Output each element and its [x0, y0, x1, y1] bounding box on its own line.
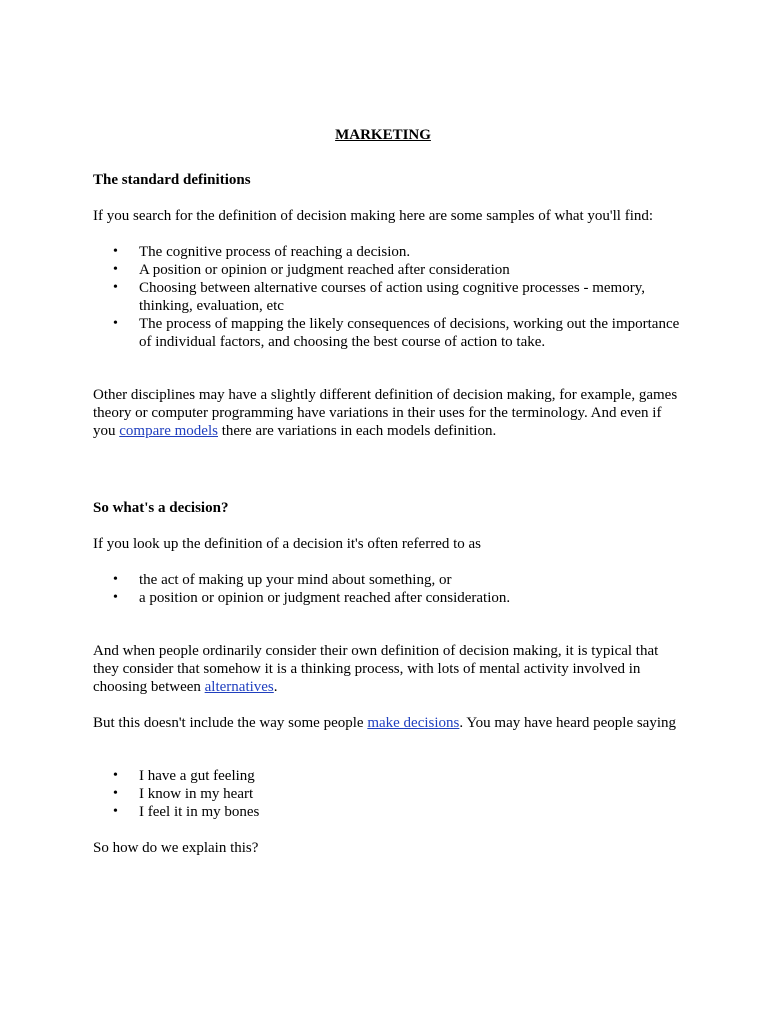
closing-question: So how do we explain this? — [93, 840, 259, 856]
list-item: • Choosing between alternative courses of action using cognitive processes - memory, thinking, evaluation, etc — [93, 279, 683, 315]
make-decisions-paragraph — [93, 714, 683, 732]
document-title: MARKETING — [335, 127, 431, 143]
definitions-list — [93, 243, 683, 351]
list-item: • a position or opinion or judgment reached after consideration. — [93, 589, 683, 607]
section-heading-standard-definitions: The standard definitions — [93, 172, 251, 188]
thinking-process-paragraph — [93, 642, 683, 696]
paragraph-text: there are variations in each models definition. — [217, 423, 497, 439]
list-item: • I have a gut feeling — [93, 767, 683, 785]
section1-intro: If you search for the definition of decision making here are some samples of what you'll find: — [93, 208, 654, 224]
paragraph-text: . — [273, 679, 278, 695]
paragraph-text: . You may have heard people saying — [459, 715, 677, 731]
list-item: • I feel it in my bones — [93, 803, 683, 821]
paragraph-text: But this doesn't include the way some people — [93, 715, 368, 731]
paragraph-text: Other disciplines may have a slightly different definition of decision making, for example, games theory or computer programming have variations in their uses for the terminology. And even if you — [93, 387, 678, 439]
list-item: • A position or opinion or judgment reached after consideration — [93, 261, 683, 279]
alternatives-link[interactable]: alternatives — [204, 679, 274, 695]
other-disciplines-paragraph — [93, 386, 683, 440]
make-decisions-link[interactable]: make decisions — [367, 715, 460, 731]
compare-models-link[interactable]: compare models — [119, 423, 218, 439]
decision-definitions-list — [93, 571, 683, 607]
list-item: • I know in my heart — [93, 785, 683, 803]
list-item: • the act of making up your mind about something, or — [93, 571, 683, 589]
sayings-list — [93, 767, 683, 821]
list-item: • The cognitive process of reaching a decision. — [93, 243, 683, 261]
paragraph-text: And when people ordinarily consider their own definition of decision making, it is typical that they consider that somehow it is a thinking process, with lots of mental activity involved in choosing between — [93, 643, 659, 695]
section2-intro: If you look up the definition of a decision it's often referred to as — [93, 536, 482, 552]
list-item: • The process of mapping the likely consequences of decisions, working out the importance of individual factors, and choosing the best course of action to take. — [93, 315, 683, 351]
section-heading-whats-a-decision: So what's a decision? — [93, 500, 229, 516]
